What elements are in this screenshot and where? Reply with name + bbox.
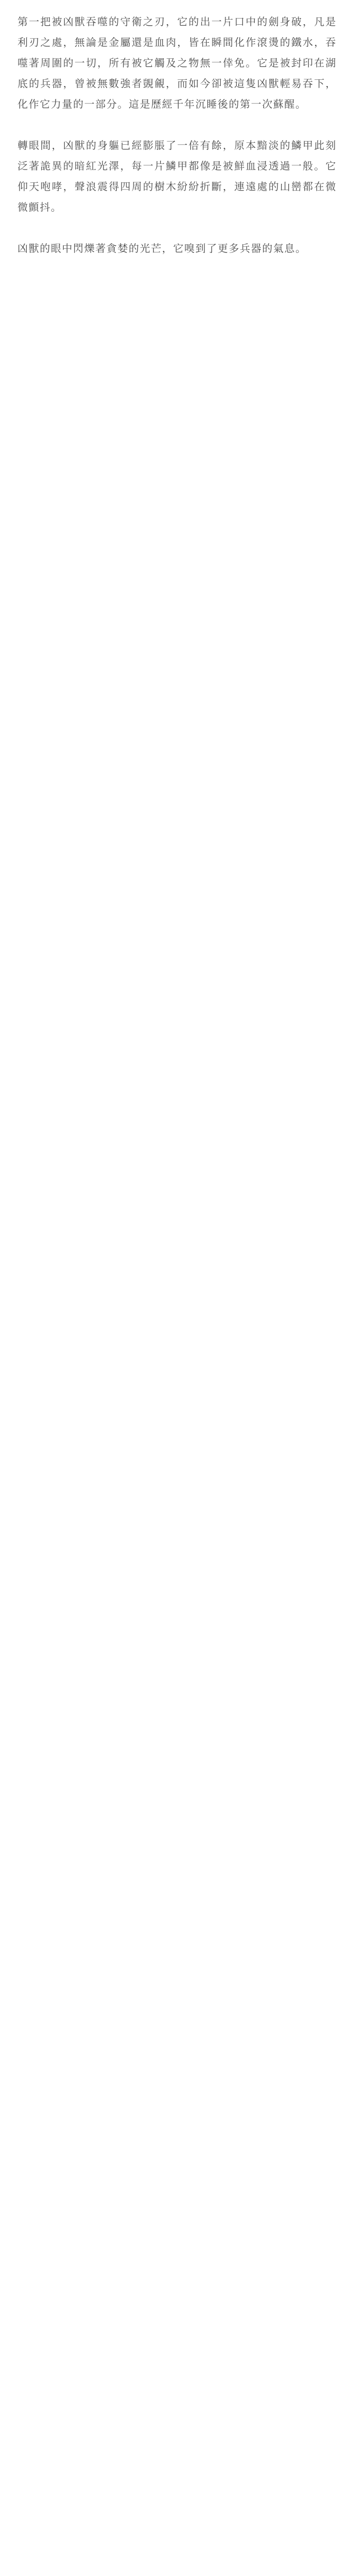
paragraph-spacer: [0, 217, 350, 238]
story-paragraph: 第一把被凶獸吞噬的守衛之刃，它的出一片口中的劍身破，凡是利刃之處，無論是金屬還是血肉，皆在瞬間化作滾燙的鐵水，吞噬著周圍的一切，所有被它觸及之物無一倖免。它是被封印在湖底的兵器，曾被無數強者覬覦，而如今卻被這隻凶獸輕易吞下，化作它力量的一部分。這是歷經千年沉睡後的第一次蘇醒。: [18, 15, 337, 110]
paragraph-spacer: [0, 259, 350, 279]
paragraph-spacer: [0, 114, 350, 135]
story-paragraph: 凶獸的眼中閃爍著貪婪的光芒，它嗅到了更多兵器的氣息。: [18, 242, 307, 255]
story-paragraph: 轉眼間，凶獸的身軀已經膨脹了一倍有餘，原本黯淡的鱗甲此刻泛著詭異的暗紅光澤，每一片鱗甲都像是被鮮血浸透過一般。它仰天咆哮，聲浪震得四周的樹木紛紛折斷，連遠處的山巒都在微微顫抖。: [18, 139, 337, 213]
paragraph-list: [0, 11, 350, 279]
